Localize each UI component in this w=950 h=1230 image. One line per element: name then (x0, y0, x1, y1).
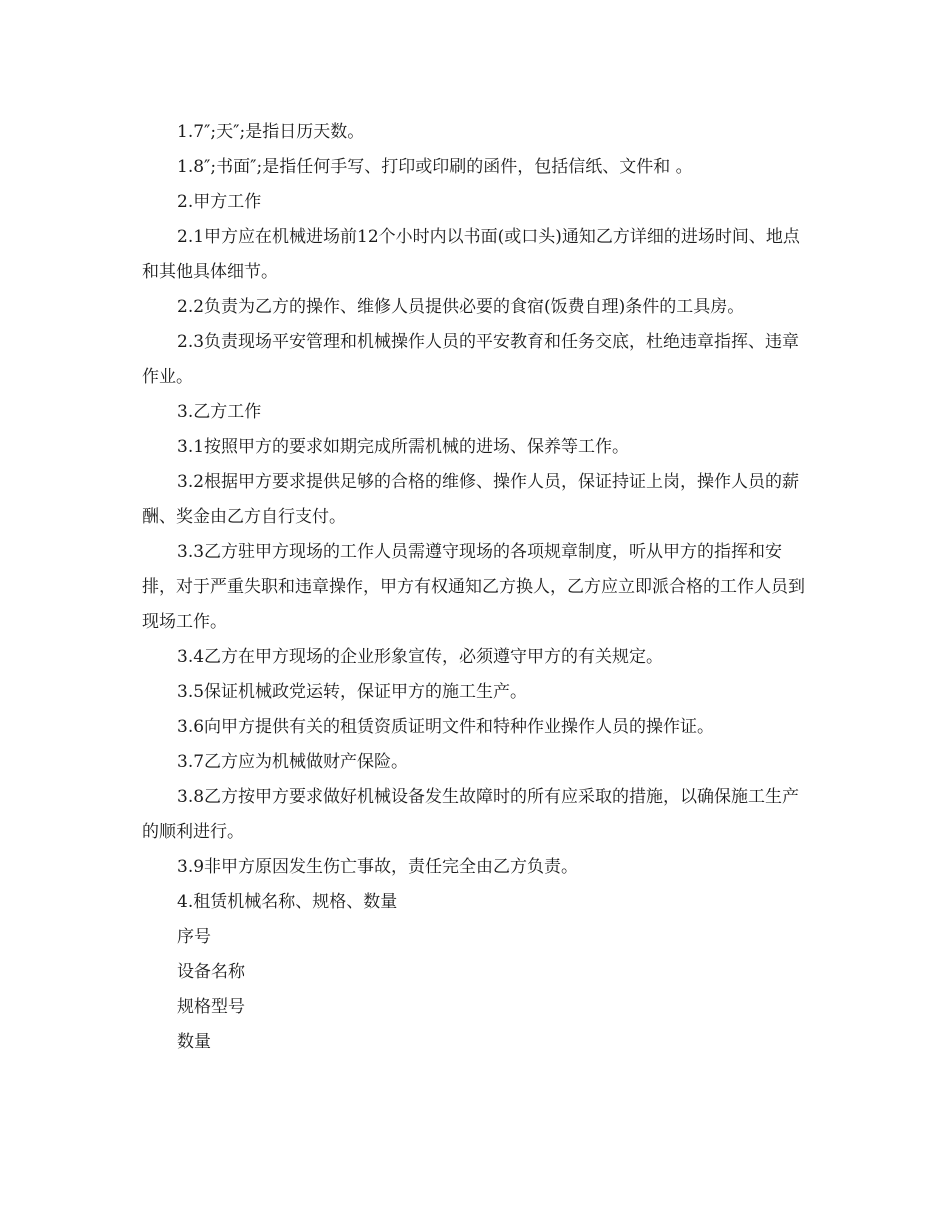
clause-2-2: 2.2负责为乙方的操作、维修人员提供必要的食宿(饭费自理)条件的工具房。 (177, 297, 745, 317)
clause-3-5: 3.5保证机械政党运转，保证甲方的施工生产。 (177, 682, 528, 702)
clause-3-4: 3.4乙方在甲方现场的企业形象宣传，必须遵守甲方的有关规定。 (177, 647, 664, 667)
section-3-heading: 3.乙方工作 (177, 402, 262, 422)
clause-2-1: 2.1甲方应在机械进场前12个小时内以书面(或口头)通知乙方详细的进场时间、地点和其他具体细节。 (142, 227, 800, 282)
section-2-heading: 2.甲方工作 (177, 192, 262, 212)
table-header-model: 规格型号 (177, 997, 245, 1017)
clause-3-3: 3.3乙方驻甲方现场的工作人员需遵守现场的各项规章制度，听从甲方的指挥和安排，对于严重失职和违章操作，甲方有权通知乙方换人，乙方应立即派合格的工作人员到现场工作。 (142, 542, 805, 632)
table-header-quantity: 数量 (177, 1032, 211, 1052)
clause-3-1: 3.1按照甲方的要求如期完成所需机械的进场、保养等工作。 (177, 437, 630, 457)
clause-3-7: 3.7乙方应为机械做财产保险。 (177, 752, 409, 772)
clause-2-3: 2.3负责现场平安管理和机械操作人员的平安教育和任务交底，杜绝违章指挥、违章作业。 (142, 332, 800, 387)
table-header-equipment-name: 设备名称 (177, 962, 245, 982)
table-header-serial: 序号 (177, 927, 211, 947)
clause-3-8: 3.8乙方按甲方要求做好机械设备发生故障时的所有应采取的措施，以确保施工生产的顺利进行。 (142, 787, 800, 842)
clause-3-9: 3.9非甲方原因发生伤亡事故，责任完全由乙方负责。 (177, 857, 579, 877)
section-4-heading: 4.租赁机械名称、规格、数量 (177, 892, 398, 912)
clause-3-6: 3.6向甲方提供有关的租赁资质证明文件和特种作业操作人员的操作证。 (177, 717, 715, 737)
clause-1-7: 1.7″;天″;是指日历天数。 (177, 122, 365, 142)
clause-3-2: 3.2根据甲方要求提供足够的合格的维修、操作人员，保证持证上岗，操作人员的薪酬、奖金由乙方自行支付。 (142, 472, 800, 527)
clause-1-8: 1.8″;书面″;是指任何手写、打印或印刷的函件，包括信纸、文件和 。 (177, 157, 693, 177)
document-body (142, 115, 808, 1060)
